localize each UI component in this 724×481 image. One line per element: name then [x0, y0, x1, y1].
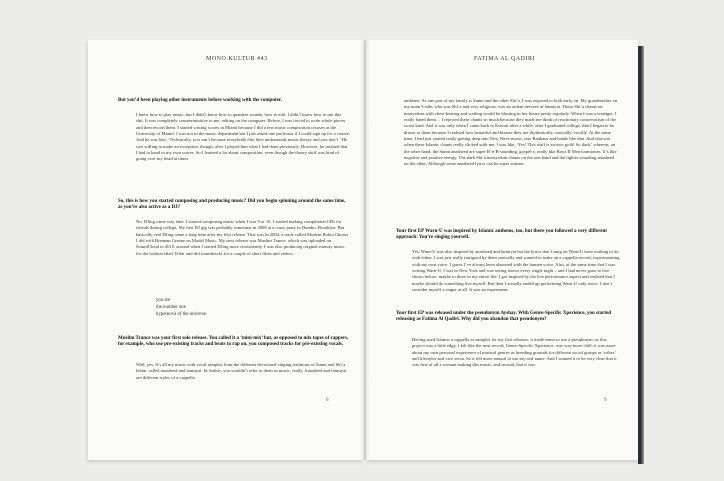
poem-line: you are — [156, 298, 171, 303]
question-1: But you’d been playing other instruments before working with the computer. — [118, 98, 282, 103]
left-page — [88, 40, 364, 460]
spine-gutter — [360, 40, 370, 460]
page-number-left: 6 — [326, 398, 329, 403]
page-number-right: 9 — [604, 398, 607, 403]
answer-4: Yes, Warn-U was also inspired by anasheed and latmiyat but the lyrics that I sung on Warn-U have nothing to do with either. I was just really intrigued by them sonically and wanted to make an a cappella record, experimenting with my own voice. I guess I’ve always been obsessed with the human voice. Also, at the same time that I was writing Warn-U, I was in New York and was seeing shows every single night – and I had never gone to live shows before, maybe to three in my entire life. I got inspired by the live performance aspect and realised that I maybe should do something live myself. But then I actually ended up performing Warn-U only twice. I don’t consider myself a singer at all. It was an experiment. — [412, 249, 620, 293]
question-4: Your first EP Warn-U was inspired by Islamic anthems, too, but there you followed a very different approach: You’re singing yourself. — [396, 229, 607, 241]
answer-2: No, DJing came way later. I started composing music when I was 9 or 10. I started making compilation CDs for friends during college. My first DJ gig was probably sometime in 2008 at a crazy party in Dumbo, Brooklyn. But basically, real DJing came a long time after my first release. That was in 2004, a track called Modern Robot Chorus I did with Brennan Greene on Modal Music. My next release was Muslim Trance, which was uploaded on SoundCloud in 2010, around when I started DJing more consistently. I was also producing original runway music for the fashion label Telfar and did soundtracks for a couple of short films and videos. — [136, 219, 349, 256]
poem-line: the number one — [156, 305, 186, 310]
poem-line: hypernova of the universe — [156, 312, 206, 317]
running-head-left: MONO.KULTUR #43 — [206, 56, 268, 62]
pull-quote-poem — [156, 297, 206, 318]
magazine-spread — [88, 40, 643, 470]
answer-5: Having used Islamic a cappella as samples for my first releases, it made sense to use a pseudonym, as this project was a little edgy. I felt like the next record, Genre-Specific Xperience, was way more chill; it was more about my own personal experience of musical genres as breeding grounds for different social groups or ‘tribes’ and lifestyles and vice versa. So it felt more natural to use my real name. And I wanted it to be very clear that it was first of all a woman making this music, and second, that it was — [412, 337, 617, 368]
right-page — [366, 40, 638, 460]
running-head-right: FATIMA AL QADIRI — [474, 56, 536, 62]
question-5: Your first EP was released under the pseudonym Ayshay. With Genre-Specific Xperience, you started releasing as Fatima Al Qadiri. Why did you abandon that pseudonym? — [396, 311, 612, 323]
answer-3: Well, yes. It’s all my music with vocal samples from the different devotional singing traditions of Sunni and Shi’a Islam, called anasheed and latmiyat. In Arabic, you wouldn’t refer to them as music, really. Anasheed and latmiyat are different styles of a cappella — [136, 362, 347, 380]
answer-1: I knew how to play music, but I didn’t know how to quantize sounds, how to edit. I didn’t know how to use this shit. It was completely counterintuitive to me, editing on the computer. Before, I was forced to write whole pieces and then record them. I started writing scores in Miami because I did a few music composition courses at the University of Miami. I was not in the music department but I just asked one professor if I could sign up for a course. And he was like, ‘Technically, you can’t because everybody else here understands music theory and you don’t.’ He was willing to make an exception, though, after I played him what I had done previously. However, he insisted that I had to hand in my own scores. So I learned a lot about composition, even though the theory stuff was kind of going over my head at times. — [136, 112, 350, 162]
answer-continued: anthems. As one part of my family is Sunni and the other Shi’a, I was exposed to both early on. My grandmother on my mom’s side, who was Shi’a and very religious, was an ardent devotee of latmiyat. These Shi’a chants on martyrdom with chest-beating and wailing would be blasting in her house pretty regularly. When I was a teenager, I really hated them… I rejected these chants so much because they made me think of reactionary conservatism of the worst kind. And it was only when I came back to Kuwait after a while, after I graduated college, that I began to be drawn to them because I realised how beautiful and bizarre they are rhythmically, sonically, vocally. At the same time, I had just started really getting deep into New Wave music, into Bauhaus and bands like that. And that was when these Islamic chants really clicked with me. I was like, ‘Yes! This stuff is sooooo goth! So dark,’ whereas, on the other hand, the Sunni anasheed are super R’n’B-sounding, gospel-y, really like Boyz II Men harmonies. It’s like negative and positive energy. The dark Shi’a martyrdom chants on the one hand and the lighter sounding anasheed on the other. Although some anasheed lyrics can be super sinister. — [404, 98, 618, 167]
question-3: Muslim Trance was your first solo release. You called it a ‘mini-mix’ but, as opposed to mix tapes of rappers, for example, who use pre-existing tracks and beats to rap on, you composed tracks for pre-existing vocals. — [118, 336, 349, 348]
question-2: So, this is how you started composing and producing music? Did you begin spinning around the same time, as you’re also active as a DJ? — [118, 199, 346, 211]
cover-edge — [638, 46, 644, 464]
